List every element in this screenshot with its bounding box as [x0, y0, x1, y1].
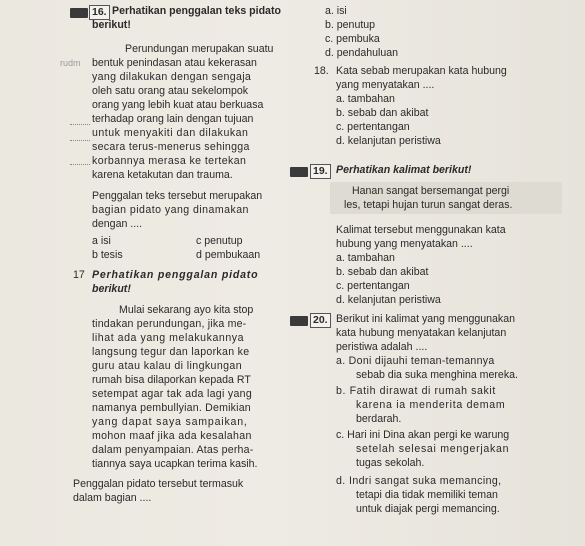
- q20-number: 20.: [310, 313, 331, 328]
- q20-option-b-cont: berdarah.: [356, 413, 402, 425]
- q16-passage-line: orang yang lebih kuat atau berkuasa: [92, 99, 264, 111]
- q20-option-c-cont: setelah selesai mengerjakan: [356, 443, 510, 455]
- q20-option-b[interactable]: b. Fatih dirawat di rumah sakit: [336, 385, 496, 397]
- q19-stem: Kalimat tersebut menggunakan kata: [336, 224, 506, 236]
- q17-passage-line: guru atau kalau di lingkungan: [92, 360, 243, 372]
- q17-passage-line: lihat ada yang melakukannya: [92, 332, 245, 344]
- hots-tag-icon: [70, 8, 88, 18]
- q17-passage-line: mohon maaf jika ada kesalahan: [92, 430, 252, 442]
- q20-option-d[interactable]: d. Indri sangat suka memancing,: [336, 475, 502, 487]
- q18-prompt: Kata sebab merupakan kata hubung: [336, 65, 507, 77]
- q17-prompt-cont: berikut!: [92, 283, 131, 295]
- q16-option-b[interactable]: b tesis: [92, 249, 123, 261]
- q16-option-d[interactable]: d pembukaan: [196, 249, 261, 261]
- answer-blank[interactable]: [70, 164, 90, 165]
- q19-option-b[interactable]: b. sebab dan akibat: [336, 266, 429, 278]
- q17-option-a[interactable]: a. isi: [325, 5, 347, 17]
- answer-blank[interactable]: [70, 124, 90, 125]
- q19-stem: hubung yang menyatakan ....: [336, 238, 473, 250]
- q20-option-a[interactable]: a. Doni dijauhi teman-temannya: [336, 355, 495, 367]
- q19-option-d[interactable]: d. kelanjutan peristiwa: [336, 294, 441, 306]
- q16-stem: Penggalan teks tersebut merupakan: [92, 190, 263, 202]
- q20-prompt: Berikut ini kalimat yang menggunakan: [336, 313, 516, 325]
- q16-margin-note: rudm: [60, 58, 81, 68]
- q16-passage-line: karena ketakutan dan trauma.: [92, 169, 233, 181]
- q17-passage-line: tindakan perundungan, jika me-: [92, 318, 247, 330]
- q19-option-a[interactable]: a. tambahan: [336, 252, 395, 264]
- q17-passage-line: namanya pembullyian. Demikian: [92, 402, 251, 414]
- q17-option-b[interactable]: b. penutup: [325, 19, 376, 31]
- q17-passage-line: setempat agar tak ada lagi yang: [92, 388, 253, 400]
- q16-prompt-cont: berikut!: [92, 19, 131, 31]
- answer-blank[interactable]: [70, 140, 90, 141]
- q19-number: 19.: [310, 164, 331, 179]
- q17-stem: dalam bagian ....: [73, 492, 152, 504]
- q20-option-c-cont: tugas sekolah.: [356, 457, 425, 469]
- q16-prompt: Perhatikan penggalan teks pidato: [112, 5, 281, 17]
- q16-option-c[interactable]: c penutup: [196, 235, 243, 247]
- q19-option-c[interactable]: c. pertentangan: [336, 280, 410, 292]
- q16-option-a[interactable]: a isi: [92, 235, 111, 247]
- q20-option-d-cont: untuk diajak pergi memancing.: [356, 503, 500, 515]
- q16-passage-line: bentuk penindasan atau kekerasan: [92, 57, 257, 69]
- q16-passage-line: yang dilakukan dengan sengaja: [92, 71, 252, 83]
- q20-prompt: kata hubung menyatakan kelanjutan: [336, 327, 507, 339]
- q17-passage-line: langsung tegur dan laporkan ke: [92, 346, 250, 358]
- q17-passage-line: dalam penyampaian. Atas perha-: [92, 444, 254, 456]
- q16-passage-line: oleh satu orang atau sekelompok: [92, 85, 249, 97]
- q18-prompt-cont: yang menyatakan ....: [336, 79, 435, 91]
- q17-passage-line: yang dapat saya sampaikan,: [92, 416, 248, 428]
- q20-option-d-cont: tetapi dia tidak memiliki teman: [356, 489, 498, 501]
- q17-passage-line: rumah bisa dilaporkan kepada RT: [92, 374, 251, 386]
- q16-passage-line: untuk menyakiti dan dilakukan: [92, 127, 249, 139]
- q17-option-c[interactable]: c. pembuka: [325, 33, 380, 45]
- q18-option-c[interactable]: c. pertentangan: [336, 121, 410, 133]
- q20-prompt: peristiwa adalah ....: [336, 341, 428, 353]
- q16-number: 16.: [89, 5, 110, 20]
- q16-stem: bagian pidato yang dinamakan: [92, 204, 249, 216]
- hots-tag-icon: [290, 167, 308, 177]
- q19-sentence: les, tetapi hujan turun sangat deras.: [344, 199, 513, 211]
- q17-number: 17: [73, 269, 85, 281]
- q19-prompt: Perhatikan kalimat berikut!: [336, 164, 472, 176]
- q17-prompt: Perhatikan penggalan pidato: [92, 269, 259, 281]
- q17-option-d[interactable]: d. pendahuluan: [325, 47, 399, 59]
- q18-option-a[interactable]: a. tambahan: [336, 93, 395, 105]
- q16-passage-line: terhadap orang lain dengan tujuan: [92, 113, 254, 125]
- q18-option-b[interactable]: b. sebab dan akibat: [336, 107, 429, 119]
- q16-passage-line: korbannya merasa ke tertekan: [92, 155, 247, 167]
- q18-option-d[interactable]: d. kelanjutan peristiwa: [336, 135, 441, 147]
- q17-stem: Penggalan pidato tersebut termasuk: [73, 478, 244, 490]
- q16-passage-title: Perundungan merupakan suatu: [125, 43, 274, 55]
- q20-option-c[interactable]: c. Hari ini Dina akan pergi ke warung: [336, 429, 510, 441]
- q16-passage-line: secara terus-menerus sehingga: [92, 141, 250, 153]
- q17-passage-line: Mulai sekarang ayo kita stop: [119, 304, 254, 316]
- q16-stem: dengan ....: [92, 218, 143, 230]
- q20-option-a-cont: sebab dia suka menghina mereka.: [356, 369, 518, 381]
- q18-number: 18.: [314, 65, 329, 77]
- hots-tag-icon: [290, 316, 308, 326]
- q20-option-b-cont: karena ia menderita demam: [356, 399, 506, 411]
- q19-sentence: Hanan sangat bersemangat pergi: [352, 185, 510, 197]
- q17-passage-line: tiannya saya ucapkan terima kasih.: [92, 458, 258, 470]
